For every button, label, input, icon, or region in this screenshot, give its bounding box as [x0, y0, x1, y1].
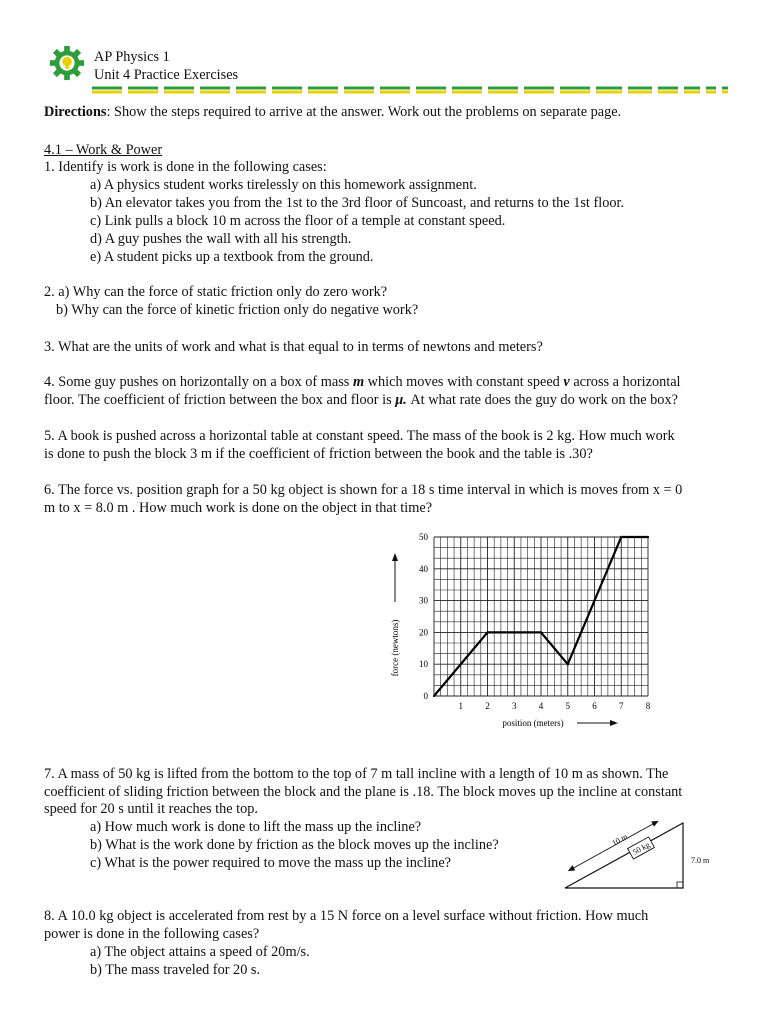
mu-symbol: μ. — [395, 392, 407, 408]
mass-symbol: m — [352, 374, 365, 390]
q4-part-1: 4. Some guy pushes on horizontally on a box of mass — [44, 374, 353, 390]
x-axis-arrowhead — [610, 720, 618, 726]
question-7c: c) What is the power required to move the mass up the incline? — [90, 855, 452, 871]
x-tick-label: 8 — [645, 701, 651, 711]
data-point — [540, 631, 542, 633]
y-axis-arrowhead — [392, 553, 398, 561]
y-tick-label: 10 — [419, 659, 428, 670]
incline-height-label: 7.0 m — [691, 856, 710, 865]
y-tick-label: 0 — [423, 691, 428, 701]
y-axis-label: force (newtons) — [390, 619, 400, 677]
question-5-line-2: is done to push the block 3 m if the coefficient of friction between the book and the table is .30? — [44, 446, 593, 462]
question-5-line-1: 5. A book is pushed across a horizontal table at constant speed. The mass of the book is 2 kg. How much work — [44, 428, 675, 444]
incline-figure — [555, 815, 725, 895]
y-tick-label: 30 — [419, 595, 428, 606]
question-1a: a) A physics student works tirelessly on this homework assignment. — [90, 177, 477, 193]
section-title: 4.1 – Work & Power — [44, 142, 163, 158]
q4-part-5: At what rate does the guy do work on the box? — [406, 392, 678, 408]
question-8-line-2: power is done in the following cases? — [44, 926, 260, 942]
question-2b: b) Why can the force of kinetic friction only do negative work? — [56, 302, 419, 318]
directions-text: : Show the steps required to arrive at the answer. Work out the problems on separate page. — [106, 104, 622, 120]
question-6-line-1: 6. The force vs. position graph for a 50 kg object is shown for a 18 s time interval in which is moves from x = 0 — [44, 482, 683, 498]
incline-length-label: 10 m — [610, 831, 630, 848]
question-6-line-2: m to x = 8.0 m . How much work is done on the object in that time? — [44, 500, 433, 516]
gear-lightbulb-icon — [48, 44, 86, 82]
question-2a: 2. a) Why can the force of static friction only do zero work? — [44, 284, 388, 300]
y-tick-label: 50 — [419, 532, 428, 542]
x-axis-label: position (meters) — [502, 718, 564, 728]
q4-part-4: floor. The coefficient of friction between the box and floor is — [44, 392, 396, 408]
q4-part-3: across a horizontal — [569, 374, 681, 390]
x-tick-label: 6 — [592, 701, 597, 711]
question-7b: b) What is the work done by friction as the block moves up the incline? — [90, 837, 499, 853]
question-1e: e) A student picks up a textbook from the ground. — [90, 249, 374, 265]
x-tick-label: 2 — [485, 701, 490, 711]
question-7-line-1: 7. A mass of 50 kg is lifted from the bottom to the top of 7 m tall incline with a length of 10 m as shown. The — [44, 766, 669, 782]
question-8a: a) The object attains a speed of 20m/s. — [90, 944, 310, 960]
directions — [44, 103, 621, 121]
question-1b: b) An elevator takes you from the 1st to the 3rd floor of Suncoast, and returns to the 1st floor. — [90, 195, 625, 211]
question-1c: c) Link pulls a block 10 m across the floor of a temple at constant speed. — [90, 213, 506, 229]
data-point — [486, 631, 488, 633]
data-point — [567, 663, 569, 665]
question-4-line-1 — [44, 373, 681, 391]
unit-title: Unit 4 Practice Exercises — [94, 67, 239, 83]
x-tick-label: 7 — [619, 701, 624, 711]
question-4-line-2 — [44, 391, 678, 409]
right-angle-mark — [677, 882, 683, 888]
question-7-line-3: speed for 20 s until it reaches the top. — [44, 801, 258, 817]
mass-block — [628, 837, 655, 859]
question-7a: a) How much work is done to lift the mass up the incline? — [90, 819, 422, 835]
force-position-chart — [380, 520, 670, 740]
question-8-line-1: 8. A 10.0 kg object is accelerated from rest by a 15 N force on a level surface without friction. How much — [44, 908, 649, 924]
question-8b: b) The mass traveled for 20 s. — [90, 962, 261, 978]
question-1d: d) A guy pushes the wall with all his strength. — [90, 231, 352, 247]
block-mass-label: 50 kg — [631, 840, 652, 857]
data-point — [647, 536, 649, 538]
x-tick-label: 1 — [458, 701, 463, 711]
directions-label: Directions — [44, 104, 107, 120]
header-divider — [92, 86, 732, 94]
y-tick-label: 40 — [419, 563, 428, 574]
speed-symbol: v — [563, 374, 570, 390]
question-3: 3. What are the units of work and what is that equal to in terms of newtons and meters? — [44, 339, 543, 355]
data-point — [433, 695, 435, 697]
y-tick-label: 20 — [419, 627, 428, 638]
x-tick-label: 5 — [565, 701, 570, 711]
question-7-line-2: coefficient of sliding friction between the block and the plane is .18. The block moves up the incline at constant — [44, 784, 683, 800]
q4-part-2: which moves with constant speed — [364, 374, 564, 390]
x-tick-label: 3 — [512, 701, 517, 711]
data-point — [620, 536, 622, 538]
course-title: AP Physics 1 — [94, 49, 170, 65]
question-1: 1. Identify is work is done in the following cases: — [44, 159, 327, 175]
x-tick-label: 4 — [538, 701, 544, 711]
